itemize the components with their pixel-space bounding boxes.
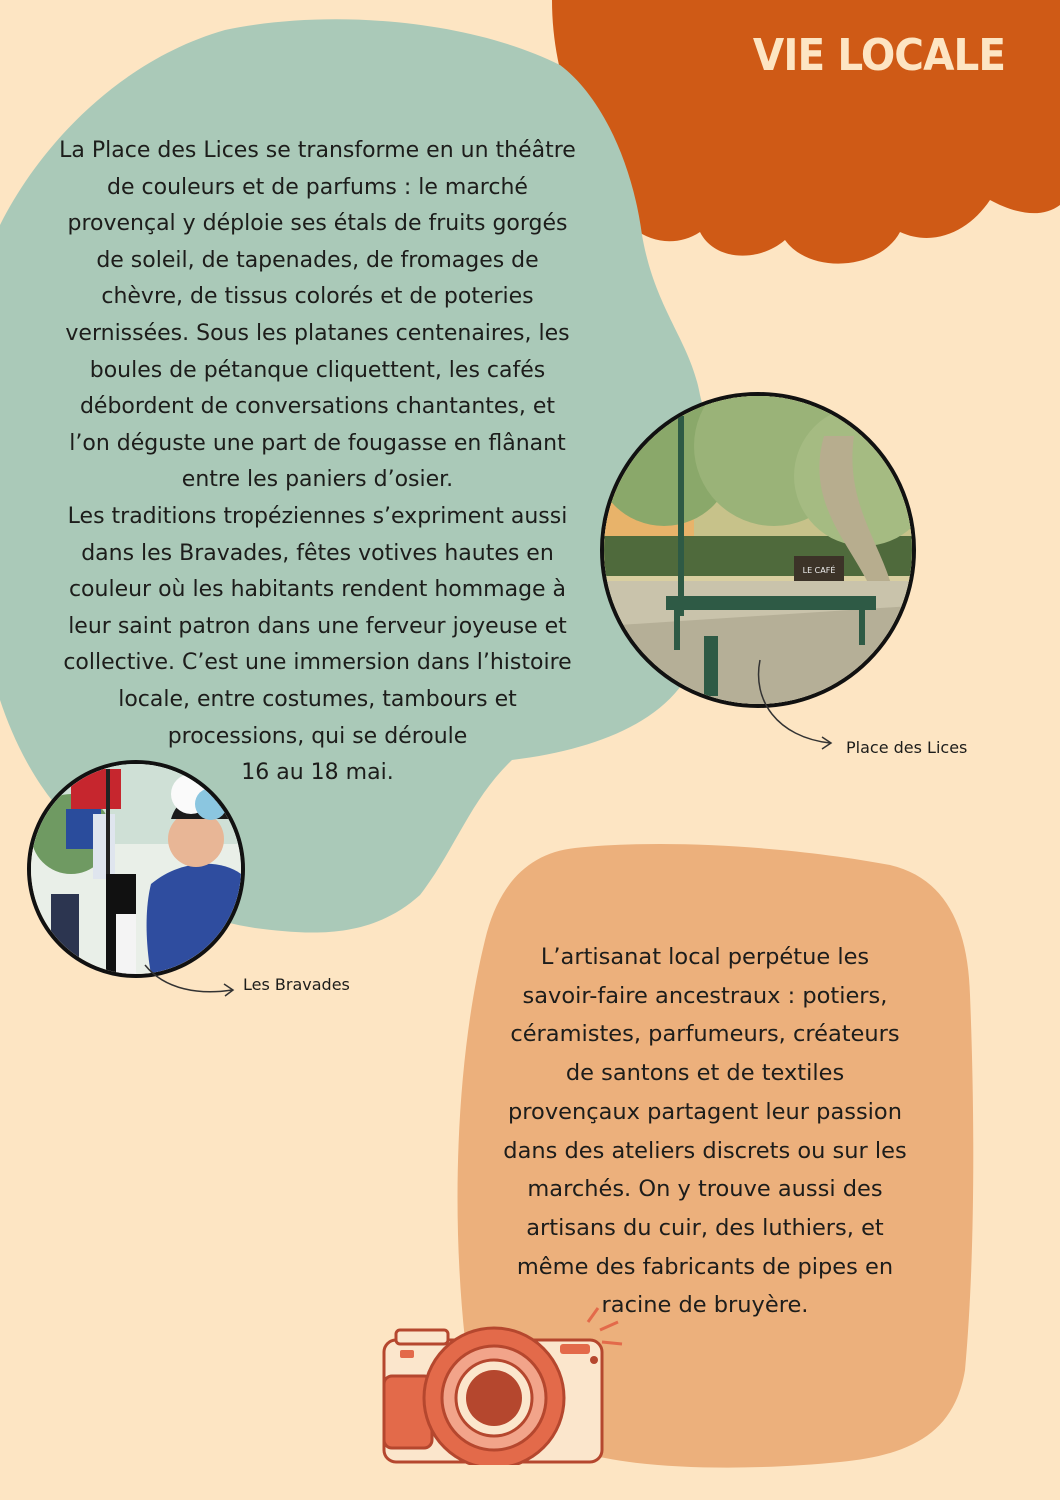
craft-text-block: L’artisanat local perpétue les savoir-faire ancestraux : potiers, céramistes, parfumeurs, créateurs de santons et de textiles provençaux partagent leur passion dans des ateliers discrets ou sur les marchés. On y trouve aussi des artisans du cuir, des luthiers, et même des fabricants de pipes en racine de bruyère. — [503, 944, 907, 1319]
cafe-sign-text: LE CAFÉ — [802, 566, 836, 575]
page-title: VIE LOCALE — [752, 30, 1005, 81]
caption-place-des-lices: Place des Lices — [846, 738, 968, 757]
main-text-block — [55, 133, 580, 792]
curved-arrow-icon — [140, 960, 240, 1005]
curved-arrow-icon — [752, 655, 842, 755]
paragraph-place-des-lices: La Place des Lices se transforme en un théâtre de couleurs et de parfums : le marché provençal y déploie ses étals de fruits gorgés de soleil, de tapenades, de fromages de chèvre, de tissus colorés et de poteries vernissées. Sous les platanes centenaires, les boules de pétanque cliquettent, les cafés débordent de conversations chantantes, et l’on déguste une part de fougasse en flânant entre les paniers d’osier. — [59, 138, 576, 493]
paragraph-bravades: Les traditions tropéziennes s’expriment aussi dans les Bravades, fêtes votives hautes en couleur où les habitants rendent hommage à leur saint patron dans une ferveur joyeuse et collective. C’est une immersion dans l’histoire locale, entre costumes, tambours et processions, qui se déroule — [63, 503, 572, 749]
paragraph-dates: 16 au 18 mai. — [241, 760, 394, 786]
photo-les-bravades — [27, 760, 245, 978]
caption-les-bravades: Les Bravades — [243, 975, 350, 994]
camera-icon — [370, 1300, 630, 1465]
